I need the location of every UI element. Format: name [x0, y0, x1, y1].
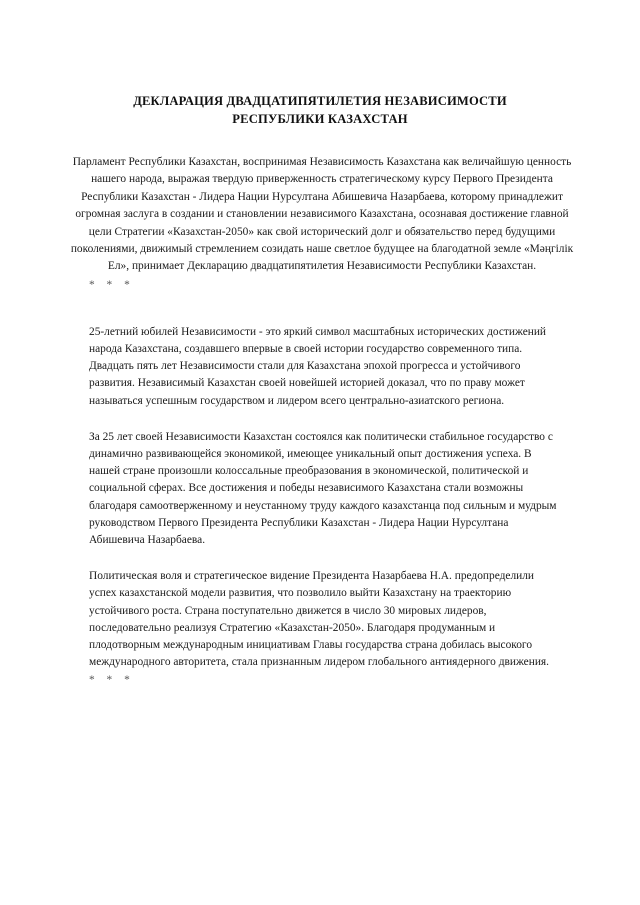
page-title	[0, 0, 640, 128]
page-title-line-2: РЕСПУБЛИКИ КАЗАХСТАН	[232, 112, 408, 126]
body-paragraph-2: За 25 лет своей Независимости Казахстан состоялся как политически стабильное государство с динамично развивающейся экономикой, имеющее уникальный опыт достижения успеха. В нашей стране произошли колоссальные преобразования в экономической, политической и социальной сферах. Все достижения и победы независимого Казахстана стали возможны благодаря самоотверженному и неустанному труду каждого казахстанца под сильным и мудрым руководством Первого Президента Республики Казахстан - Лидера Нации Нурсултана Абишевича Назарбаева.	[89, 430, 557, 547]
separator-asterisks-bottom: * * *	[89, 673, 135, 686]
body-paragraph-3: Политическая воля и стратегическое видение Президента Назарбаева Н.А. предопределили успех казахстанской модели развития, что позволило выйти Казахстану на траекторию устойчивого роста. Страна поступательно движется в число 30 мировых лидеров, последовательно реализуя Стратегию «Казахстан-2050». Благодаря продуманным и плодотворным международным инициативам Главы государства страна добилась высокого международного авторитета, стала признанным лидером глобального антиядерного движения.	[89, 570, 550, 669]
body-content	[89, 324, 561, 672]
separator-asterisks-top: * * *	[89, 278, 135, 291]
preamble-paragraph: Парламент Республики Казахстан, воспринимая Независимость Казахстана как величайшую ценность нашего народа, выражая твердую приверженность стратегическому курсу Первого Президента Республики Казахстан - Лидера Нации Нурсултана Абишевича Назарбаева, которому принадлежит огромная заслуга в создании и становлении независимого Казахстана, осознавая достижение главной цели Стратегии «Казахстан-2050» как свой исторический долг и обязательство перед будущими поколениями, движимый стремлением созидать наше светлое будущее на благодатной земле «Мәңгілік Ел», принимает Декларацию двадцатипятилетия Независимости Республики Казахстан.	[70, 156, 574, 273]
body-paragraph-1: 25-летний юбилей Независимости - это яркий символ масштабных исторических достижений народа Казахстана, создавшего впервые в своей истории государство современного типа. Двадцать пять лет Независимости стали для Казахстана эпохой прогресса и устойчивого развития. Независимый Казахстан своей новейшей историей доказал, что по праву может называться успешным государством и лидером всего центрально-азиатского региона.	[89, 325, 547, 407]
page-title-line-1: ДЕКЛАРАЦИЯ ДВАДЦАТИПЯТИЛЕТИЯ НЕЗАВИСИМОСТИ	[133, 94, 507, 108]
